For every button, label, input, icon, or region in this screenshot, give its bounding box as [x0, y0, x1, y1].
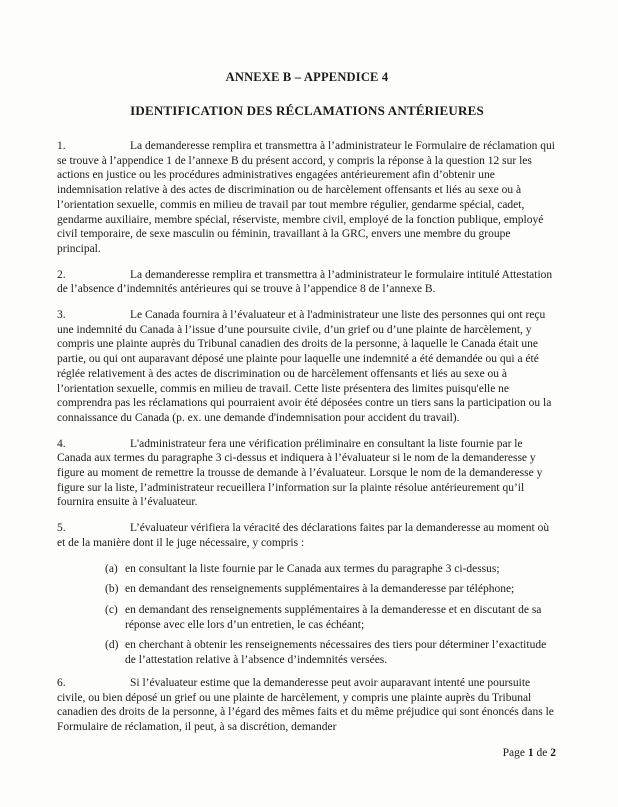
list-item-b	[105, 582, 557, 597]
paragraph-6	[57, 676, 557, 735]
list-item-a	[105, 562, 557, 577]
paragraph-2-number: 2.	[57, 268, 66, 281]
list-item-a-label: (a)	[105, 562, 118, 575]
list-item-d	[105, 638, 557, 667]
list-item-c-label: (c)	[105, 603, 118, 616]
sub-item-list	[105, 562, 557, 668]
paragraph-1-number: 1.	[57, 140, 66, 152]
paragraph-4-text: L'administrateur fera une vérification préliminaire en consultant la liste fournie par le Canada aux termes du paragraphe 3 ci-dessus et indiquera à l’évaluateur si le nom de la demanderesse y figure au moment de remettre la trousse de demande à l’évaluateur. Lorsque le nom de la demanderesse y figure sur la liste, l’administrateur recueillera l’information sur la plainte résolue antérieurement qu’il fournira ensuite à l’évaluateur.	[57, 437, 543, 509]
page-footer	[57, 746, 557, 761]
paragraph-1-text: La demanderesse remplira et transmettra à l’administrateur le Formulaire de réclamation qui se trouve à l’appendice 1 de l’annexe B du présent accord, y compris la réponse à la question 12 sur les actions en justice ou les procédures administratives engagées antérieurement afin d’obtenir une indemnisation relative à des actes de discrimination ou de harcèlement offensants et liés au sexe ou à l’orientation sexuelle, commis en milieu de travail par tout membre régulier, gendarme spécial, cadet, gendarme auxiliaire, membre spécial, réserviste, membre civil, employé de la fonction publique, employé civil temporaire, de sexe masculin ou féminin, travaillant à la GRC, envers une membre du groupe principal.	[57, 140, 556, 255]
list-item-d-label: (d)	[105, 639, 119, 652]
document-heading: ANNEXE B – APPENDICE 4	[225, 70, 389, 84]
paragraph-1	[57, 139, 557, 257]
list-item-b-label: (b)	[105, 583, 119, 596]
list-item-c-text: en demandant des renseignements supplémentaires à la demanderesse et en discutant de sa réponse avec elle lors d’un entretien, le cas échéant;	[125, 603, 542, 631]
footer-label-de: de	[536, 746, 548, 759]
paragraph-3	[57, 308, 557, 426]
paragraph-4-number: 4.	[57, 437, 66, 450]
paragraph-2-text: La demanderesse remplira et transmettra à l’administrateur le formulaire intitulé Attestation de l’absence d’indemnités antérieures qui se trouve à l’appendice 8 de l’annexe B.	[57, 268, 553, 296]
paragraph-6-number: 6.	[57, 676, 66, 689]
paragraph-2	[57, 268, 557, 297]
footer-label-page: Page	[502, 746, 526, 759]
list-item-b-text: en demandant des renseignements supplémentaires à la demanderesse par téléphone;	[125, 583, 515, 596]
list-item-a-text: en consultant la liste fournie par le Canada aux termes du paragraphe 3 ci-dessus;	[125, 562, 500, 575]
paragraph-3-number: 3.	[57, 309, 66, 322]
paragraph-5	[57, 521, 557, 550]
paragraph-5-text: L’évaluateur vérifiera la véracité des déclarations faites par la demanderesse au moment où et de la manière dont il le juge nécessaire, y compris :	[57, 522, 550, 549]
paragraph-3-text: Le Canada fournira à l’évaluateur et à l'administrateur une liste des personnes qui ont reçu une indemnité du Canada à l’issue d’une poursuite civile, d’un grief ou d’une plainte de harcèlement, y compris une plainte auprès du Tribunal canadien des droits de la personne, à laquelle le Canada était une partie, ou qui ont auparavant déposé une plainte pour laquelle une indemnité a été demandée ou qui a été réglée relativement à des actes de discrimination ou de harcèlement offensants et liés au sexe ou à l’orientation sexuelle, commis en milieu de travail. Cette liste présentera des limites puisqu'elle ne comprendra pas les réclamations qui pourraient avoir été déposées contre un tiers sans la participation ou la connaissance du Canada (p. ex. une demande d'indemnisation pour accident du travail).	[57, 309, 552, 424]
footer-total-pages: 2	[550, 746, 556, 759]
list-item-c	[105, 603, 557, 632]
paragraph-4	[57, 437, 557, 511]
footer-page-number: 1	[527, 746, 534, 759]
paragraph-5-number: 5.	[57, 522, 66, 535]
list-item-d-text: en cherchant à obtenir les renseignements nécessaires des tiers pour déterminer l’exactitude de l’attestation relative à l’absence d’indemnités versées.	[125, 639, 547, 667]
document-subheading: IDENTIFICATION DES RÉCLAMATIONS ANTÉRIEURES	[130, 103, 484, 118]
paragraph-6-text: Si l’évaluateur estime que la demanderesse peut avoir auparavant intenté une poursuite civile, ou bien déposé un grief ou une plainte de harcèlement, y compris une plainte auprès du Tribunal canadien des droits de la personne, à l’égard des mêmes faits et du même préjudice qui sont énoncés dans le Formulaire de réclamation, il peut, à sa discrétion, demander	[57, 676, 554, 733]
